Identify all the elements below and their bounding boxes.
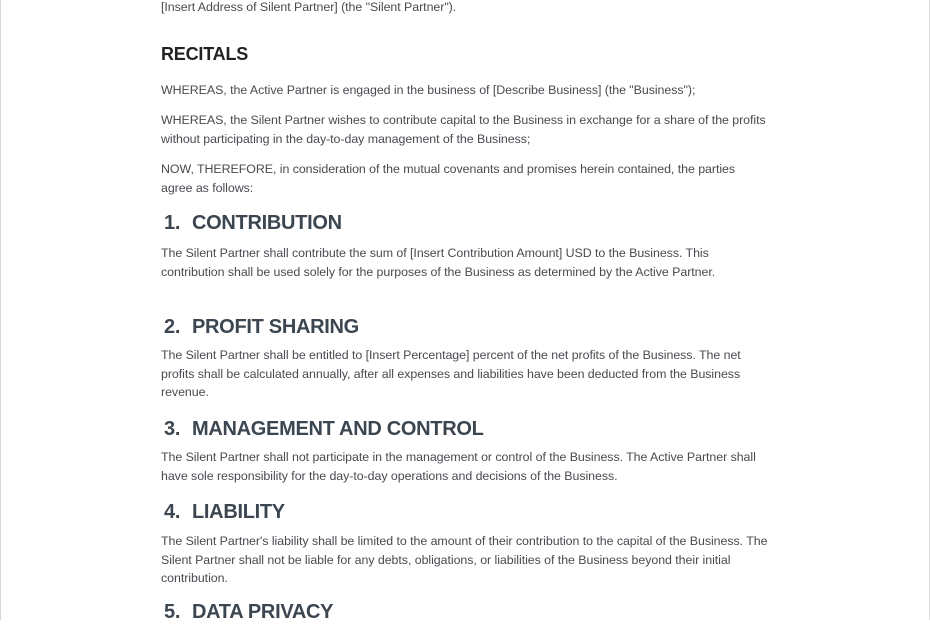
intro-address-line: [Insert Address of Silent Partner] (the "Silent Partner"). [161, 0, 457, 14]
section-heading-profit-sharing [161, 315, 359, 339]
section-body-contribution: The Silent Partner shall contribute the sum of [Insert Contribution Amount] USD to the Business. This contribution shall be used solely for the purposes of the Business as determined by the Active Partner. [161, 246, 716, 279]
recital-paragraph: WHEREAS, the Silent Partner wishes to contribute capital to the Business in exchange for a share of the profits without participating in the day-to-day management of the Business; [161, 113, 766, 146]
section-title: DATA PRIVACY [192, 601, 334, 623]
section-heading-liability [161, 500, 285, 524]
recital-paragraph: WHEREAS, the Active Partner is engaged in the business of [Describe Business] (the "Business"); [161, 83, 696, 97]
section-number: 3. [164, 418, 181, 440]
section-body-management-and-control: The Silent Partner shall not participate in the management or control of the Business. The Active Partner shall have sole responsibility for the day-to-day operations and decisions of the Business. [161, 450, 756, 483]
section-heading-contribution [161, 211, 342, 235]
section-number: 2. [164, 316, 181, 338]
section-heading-data-privacy [161, 600, 333, 624]
section-number: 4. [164, 501, 181, 523]
section-title: MANAGEMENT AND CONTROL [192, 418, 484, 440]
recital-paragraph: NOW, THEREFORE, in consideration of the mutual covenants and promises herein contained, the parties agree as follows: [161, 162, 736, 195]
section-heading-management-and-control [161, 417, 484, 441]
section-body-profit-sharing: The Silent Partner shall be entitled to [Insert Percentage] percent of the net profits of the Business. The net profits shall be calculated annually, after all expenses and liabilities have been deducted from the Business revenue. [161, 348, 741, 399]
section-number: 1. [164, 212, 181, 234]
section-title: CONTRIBUTION [192, 212, 342, 234]
section-number: 5. [164, 601, 181, 623]
recitals-heading: RECITALS [161, 44, 249, 64]
section-body-liability: The Silent Partner's liability shall be limited to the amount of their contribution to the capital of the Business. The Silent Partner shall not be liable for any debts, obligations, or liabilities of the Business beyond their initial contribution. [161, 534, 768, 585]
section-title: LIABILITY [192, 501, 285, 523]
section-title: PROFIT SHARING [192, 316, 359, 338]
